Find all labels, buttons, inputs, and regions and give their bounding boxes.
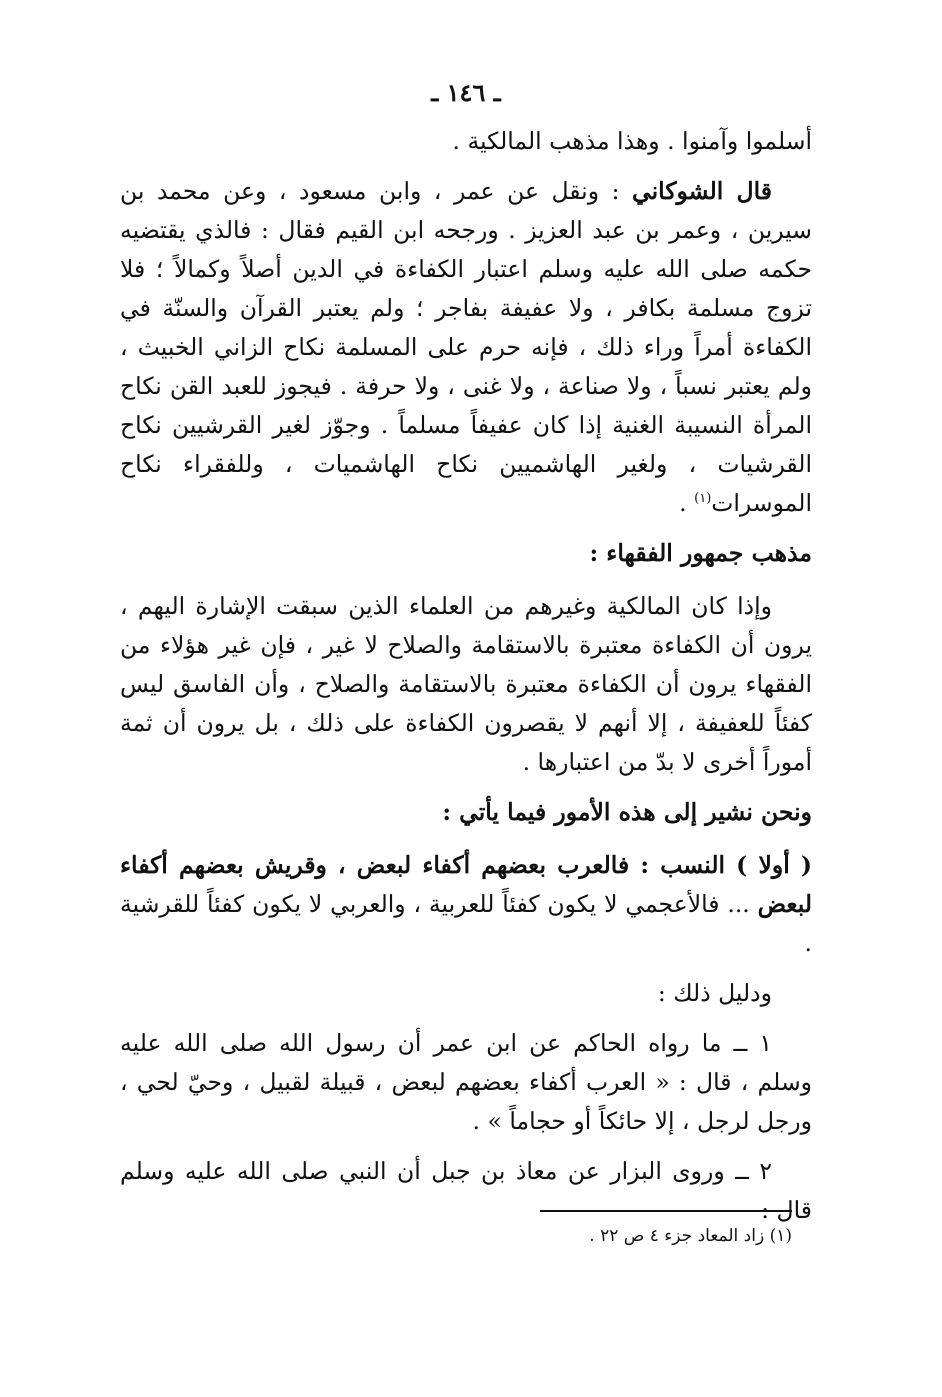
paragraph-evidence-1: ١ ــ ما رواه الحاكم عن ابن عمر أن رسول الله صلى الله عليه وسلم ، قال : « العرب أكفاء بعضهم لبعض ، قبيلة لقبيل ، وحيّ لحي ، ورجل لرجل ، إلا حائكاً أو حجاماً » . (120, 1029, 812, 1135)
section-heading-matters: ونحن نشير إلى هذه الأمور فيما يأتي : (442, 798, 812, 826)
section-heading-majority: مذهب جمهور الفقهاء : (589, 539, 812, 567)
paragraph-text: : ونقل عن عمر ، وابن مسعود ، وعن محمد بن سيرين ، وعمر بن عبد العزيز . ورجحه ابن القيم فقال : فالذي يقتضيه حكمه صلى الله عليه وسلم اعتبار الكفاءة في الدين أصلاً وكمالاً ؛ فلا تزوج مسلمة بكافر ، ولا عفيفة بفاجر ؛ ولم يعتبر القرآن والسنّة في الكفاءة أمراً وراء ذلك ، فإنه حرم على المسلمة نكاح الزاني الخبيث ، ولم يعتبر نسباً ، ولا صناعة ، ولا غنى ، ولا حرفة . فيجوز للعبد القن نكاح المرأة النسيبة الغنية إذا كان عفيفاً مسلماً . وجوّز لغير القرشيين نكاح القرشيات ، ولغير الهاشميين نكاح الهاشميات ، وللفقراء نكاح الموسرات (120, 177, 812, 517)
paragraph-evidence-intro: ودليل ذلك : (657, 979, 772, 1007)
page-number: ـ ١٤٦ ـ (431, 78, 501, 107)
footnote-marker: (١) (694, 491, 712, 507)
footnote-divider (540, 1210, 792, 1212)
paragraph-shawkani (120, 172, 812, 523)
paragraph-majority: وإذا كان المالكية وغيرهم من العلماء الذين سبقت الإشارة اليهم ، يرون أن الكفاءة معتبرة بالاستقامة والصلاح لا غير ، فإن غير هؤلاء من الفقهاء يرون أن الكفاءة معتبرة بالاستقامة والصلاح ، وأن الفاسق ليس كفئاً للعفيفة ، إلا أنهم لا يقصرون الكفاءة على ذلك ، بل يرون أن ثمة أموراً أخرى لا بدّ من اعتبارها . (120, 592, 812, 776)
paragraph-1: أسلموا وآمنوا . وهذا مذهب المالكية . (452, 127, 812, 155)
book-page (120, 78, 812, 1241)
paragraph-evidence-2: ٢ ــ وروى البزار عن معاذ بن جبل أن النبي صلى الله عليه وسلم قال : (120, 1157, 812, 1224)
paragraph-end: . (679, 489, 695, 517)
paragraph-text: ... فالأعجمي لا يكون كفئاً للعربية ، والعربي لا يكون كفئاً للقرشية . (120, 890, 812, 957)
paragraph-lead: ( أولا ) النسب (660, 851, 812, 879)
paragraph-colon: : (629, 851, 661, 879)
footnote: (١) زاد المعاد جزء ٤ ص ٢٢ . (589, 1226, 792, 1246)
paragraph-lead: قال الشوكاني (632, 177, 772, 205)
paragraph-bold-text: فالعرب بعضهم أكفاء لبعض ، وقريش بعضهم أكفاء لبعض (120, 851, 812, 918)
paragraph-lineage (120, 846, 812, 963)
